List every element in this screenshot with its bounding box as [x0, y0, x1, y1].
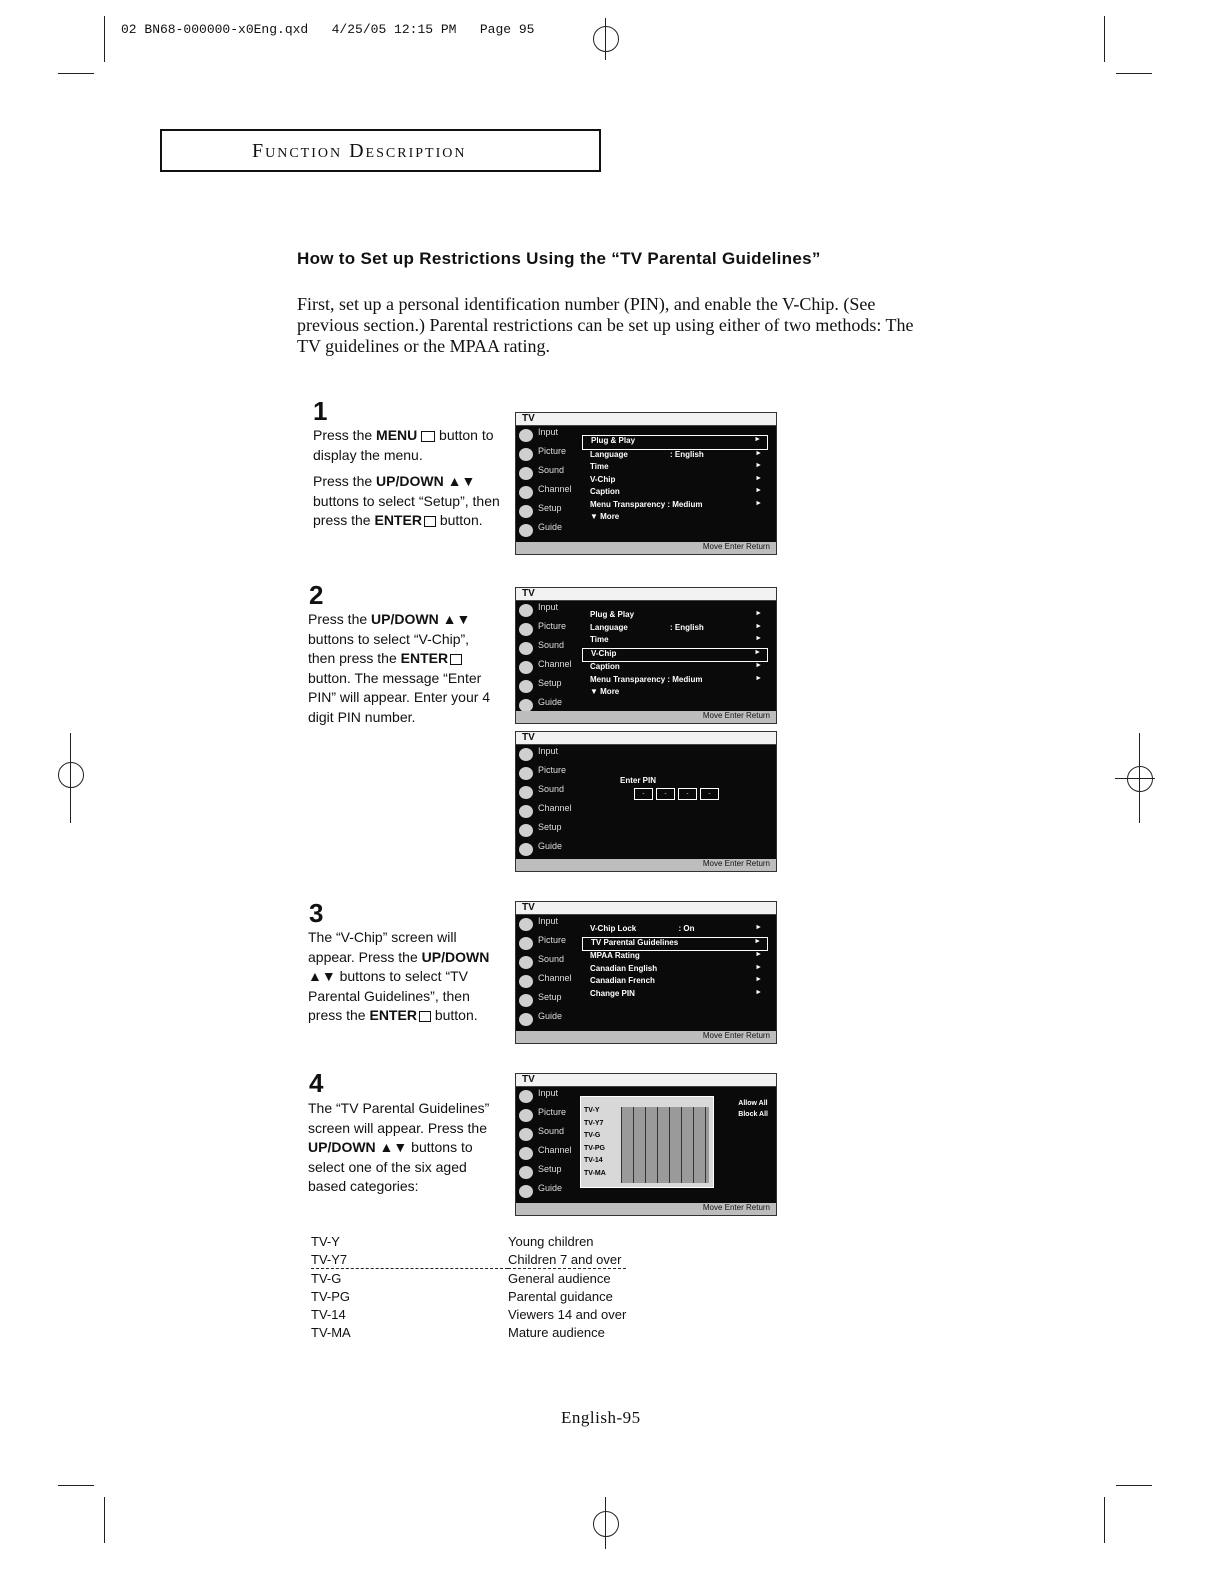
setup-menu-list — [582, 610, 768, 700]
tv-title-bar: TV — [516, 902, 776, 915]
pin-digit: - — [634, 788, 653, 800]
crop-mark — [1104, 1497, 1105, 1543]
ratings-table — [311, 1232, 626, 1341]
tv-bottom-bar: Move Enter Return — [516, 859, 776, 871]
sidebar-item-setup: Setup — [516, 822, 574, 841]
sidebar-item-sound: Sound — [516, 640, 574, 659]
sidebar-item-setup: Setup — [516, 992, 574, 1011]
step-1-number: 1 — [313, 396, 328, 426]
menu-item: Caption ► — [590, 487, 762, 496]
step-4-number: 4 — [309, 1068, 324, 1098]
menu-item: Canadian English ► — [590, 963, 762, 973]
sidebar-item-channel: Channel — [516, 803, 574, 822]
sidebar-item-input: Input — [516, 602, 574, 621]
menu-item: Time ► — [590, 462, 762, 471]
registration-mark — [1127, 766, 1153, 792]
registration-mark — [593, 1511, 619, 1537]
sidebar-item-picture: Picture — [516, 1107, 574, 1126]
sidebar-item-sound: Sound — [516, 465, 574, 484]
table-row: TV-MA Mature audience — [311, 1324, 605, 1340]
intro-paragraph: First, set up a personal identification number (PIN), and enable the V-Chip. (See previous section.) Parental restrictions can be set up using either of two methods: The TV guidelines or the MPAA rating. — [297, 294, 914, 356]
sidebar-item-input: Input — [516, 1088, 574, 1107]
step-2-number: 2 — [309, 580, 324, 610]
tv-screen-vchip-menu — [515, 901, 777, 1044]
registration-mark — [605, 18, 606, 60]
block-all-option: Block All — [738, 1111, 768, 1118]
step-3-number: 3 — [309, 898, 324, 928]
pin-digit: - — [678, 788, 697, 800]
sidebar-item-guide: Guide — [516, 1011, 574, 1030]
tv-sidebar — [516, 916, 574, 1031]
enter-button-icon — [450, 654, 462, 665]
menu-item: Caption ► — [590, 662, 762, 671]
registration-mark — [58, 762, 84, 788]
enter-button-icon — [419, 1011, 431, 1022]
tv-bottom-bar: Move Enter Return — [516, 1203, 776, 1215]
sidebar-item-picture: Picture — [516, 935, 574, 954]
sidebar-item-guide: Guide — [516, 522, 574, 541]
tv-sidebar — [516, 746, 574, 859]
rating-row: TV-Y7 — [584, 1119, 604, 1127]
rating-row: TV-G — [584, 1132, 601, 1139]
sidebar-item-setup: Setup — [516, 503, 574, 522]
sidebar-item-sound: Sound — [516, 1126, 574, 1145]
page-heading: How to Set up Restrictions Using the “TV Parental Guidelines” — [297, 249, 821, 268]
menu-item: Time ► — [590, 635, 762, 644]
menu-item: V-Chip Lock : On ► — [590, 924, 762, 933]
guidelines-rating-list — [584, 1107, 606, 1182]
tv-screen-enter-pin — [515, 731, 777, 872]
pin-digit: - — [656, 788, 675, 800]
table-row: TV-Y Young children — [311, 1233, 594, 1249]
tv-sidebar — [516, 427, 574, 542]
rating-row: TV-14 — [584, 1157, 603, 1164]
crop-mark — [104, 16, 105, 62]
section-title-box — [160, 129, 601, 172]
menu-item: Canadian French ► — [590, 976, 762, 985]
pin-entry-boxes — [634, 788, 719, 800]
enter-pin-label: Enter PIN — [620, 776, 657, 785]
menu-item: ▼ More — [590, 687, 620, 696]
tv-bottom-bar: Move Enter Return — [516, 542, 776, 554]
sidebar-item-input: Input — [516, 427, 574, 446]
pin-digit: - — [700, 788, 719, 800]
sidebar-item-channel: Channel — [516, 659, 574, 678]
sidebar-item-setup: Setup — [516, 1164, 574, 1183]
sidebar-item-guide: Guide — [516, 1183, 574, 1202]
tv-bottom-bar: Move Enter Return — [516, 711, 776, 723]
rating-row: TV-Y — [584, 1107, 600, 1114]
sidebar-item-input: Input — [516, 746, 574, 765]
page-number: English-95 — [561, 1408, 641, 1427]
tv-title-bar: TV — [516, 732, 776, 745]
sidebar-item-channel: Channel — [516, 484, 574, 503]
registration-mark — [70, 733, 71, 823]
crop-mark — [1116, 73, 1152, 74]
sidebar-item-guide: Guide — [516, 697, 574, 716]
menu-item: MPAA Rating ► — [590, 951, 762, 960]
tv-bottom-bar: Move Enter Return — [516, 1031, 776, 1043]
sidebar-item-picture: Picture — [516, 446, 574, 465]
tv-screen-vchip-select — [515, 587, 777, 724]
menu-item: V-Chip ► — [582, 648, 768, 663]
step-4-text: The “TV Parental Guidelines” screen will appear. Press the UP/DOWN ▲▼ buttons to select one of the six aged based categories: — [308, 1100, 490, 1194]
crop-mark — [58, 1485, 94, 1486]
tv-title-bar: TV — [516, 1074, 776, 1087]
table-row: TV-14 Viewers 14 and over — [311, 1306, 627, 1322]
table-row: TV-G General audience — [311, 1269, 626, 1288]
sidebar-item-picture: Picture — [516, 765, 574, 784]
tv-sidebar — [516, 1088, 574, 1203]
registration-mark — [1115, 778, 1155, 779]
tv-title-bar: TV — [516, 588, 776, 601]
vchip-menu-list — [582, 924, 768, 1001]
sidebar-item-channel: Channel — [516, 973, 574, 992]
menu-item: Language : English ► — [590, 622, 762, 632]
sidebar-item-input: Input — [516, 916, 574, 935]
sidebar-item-picture: Picture — [516, 621, 574, 640]
rating-row: TV-MA — [584, 1169, 606, 1177]
print-header: 02 BN68-000000-x0Eng.qxd 4/25/05 12:15 PM Page 95 — [121, 22, 535, 37]
menu-item: TV Parental Guidelines ► — [582, 937, 768, 952]
registration-mark — [593, 26, 619, 52]
crop-mark — [58, 73, 94, 74]
menu-item: Menu Transparency : Medium ► — [590, 674, 762, 684]
crop-mark — [104, 1497, 105, 1543]
step-1-text: Press the MENU button to display the menu. Press the UP/DOWN ▲▼ buttons to select “Setup”, then press the ENTER button. — [313, 427, 500, 528]
menu-item: ▼ More — [590, 512, 620, 521]
lock-matrix — [621, 1107, 709, 1183]
tv-sidebar — [516, 602, 574, 711]
menu-item: Plug & Play ► — [582, 435, 768, 450]
allow-block-options — [738, 1098, 768, 1120]
menu-item: V-Chip ► — [590, 474, 762, 484]
tv-screen-setup-menu — [515, 412, 777, 555]
sidebar-item-channel: Channel — [516, 1145, 574, 1164]
table-row: TV-PG Parental guidance — [311, 1288, 613, 1304]
crop-mark — [1116, 1485, 1152, 1486]
menu-item: Plug & Play ► — [590, 610, 762, 619]
setup-menu-list — [582, 435, 768, 525]
allow-all-option: Allow All — [738, 1100, 768, 1107]
menu-item: Language : English ► — [590, 449, 762, 459]
crop-mark — [1104, 16, 1105, 62]
sidebar-item-sound: Sound — [516, 784, 574, 803]
sidebar-item-guide: Guide — [516, 841, 574, 860]
table-row: TV-Y7 Children 7 and over — [311, 1251, 622, 1267]
step-3-text: The “V-Chip” screen will appear. Press the UP/DOWN ▲▼ buttons to select “TV Parental Guidelines”, then press the ENTER button. — [308, 929, 490, 1023]
tv-title-bar: TV — [516, 413, 776, 426]
menu-item: Change PIN ► — [590, 988, 762, 998]
rating-row: TV-PG — [584, 1144, 606, 1152]
sidebar-item-setup: Setup — [516, 678, 574, 697]
menu-item: Menu Transparency : Medium ► — [590, 499, 762, 509]
guidelines-grid — [580, 1096, 714, 1188]
menu-button-icon — [421, 431, 435, 442]
tv-screen-parental-guidelines — [515, 1073, 777, 1216]
enter-button-icon — [424, 516, 436, 527]
sidebar-item-sound: Sound — [516, 954, 574, 973]
step-2-text: Press the UP/DOWN ▲▼ buttons to select “V-Chip”, then press the ENTER button. The message “Enter PIN” will appear. Enter your 4 digit PIN number. — [308, 611, 491, 725]
registration-mark — [605, 1497, 606, 1549]
section-title: Function Description — [252, 140, 467, 162]
